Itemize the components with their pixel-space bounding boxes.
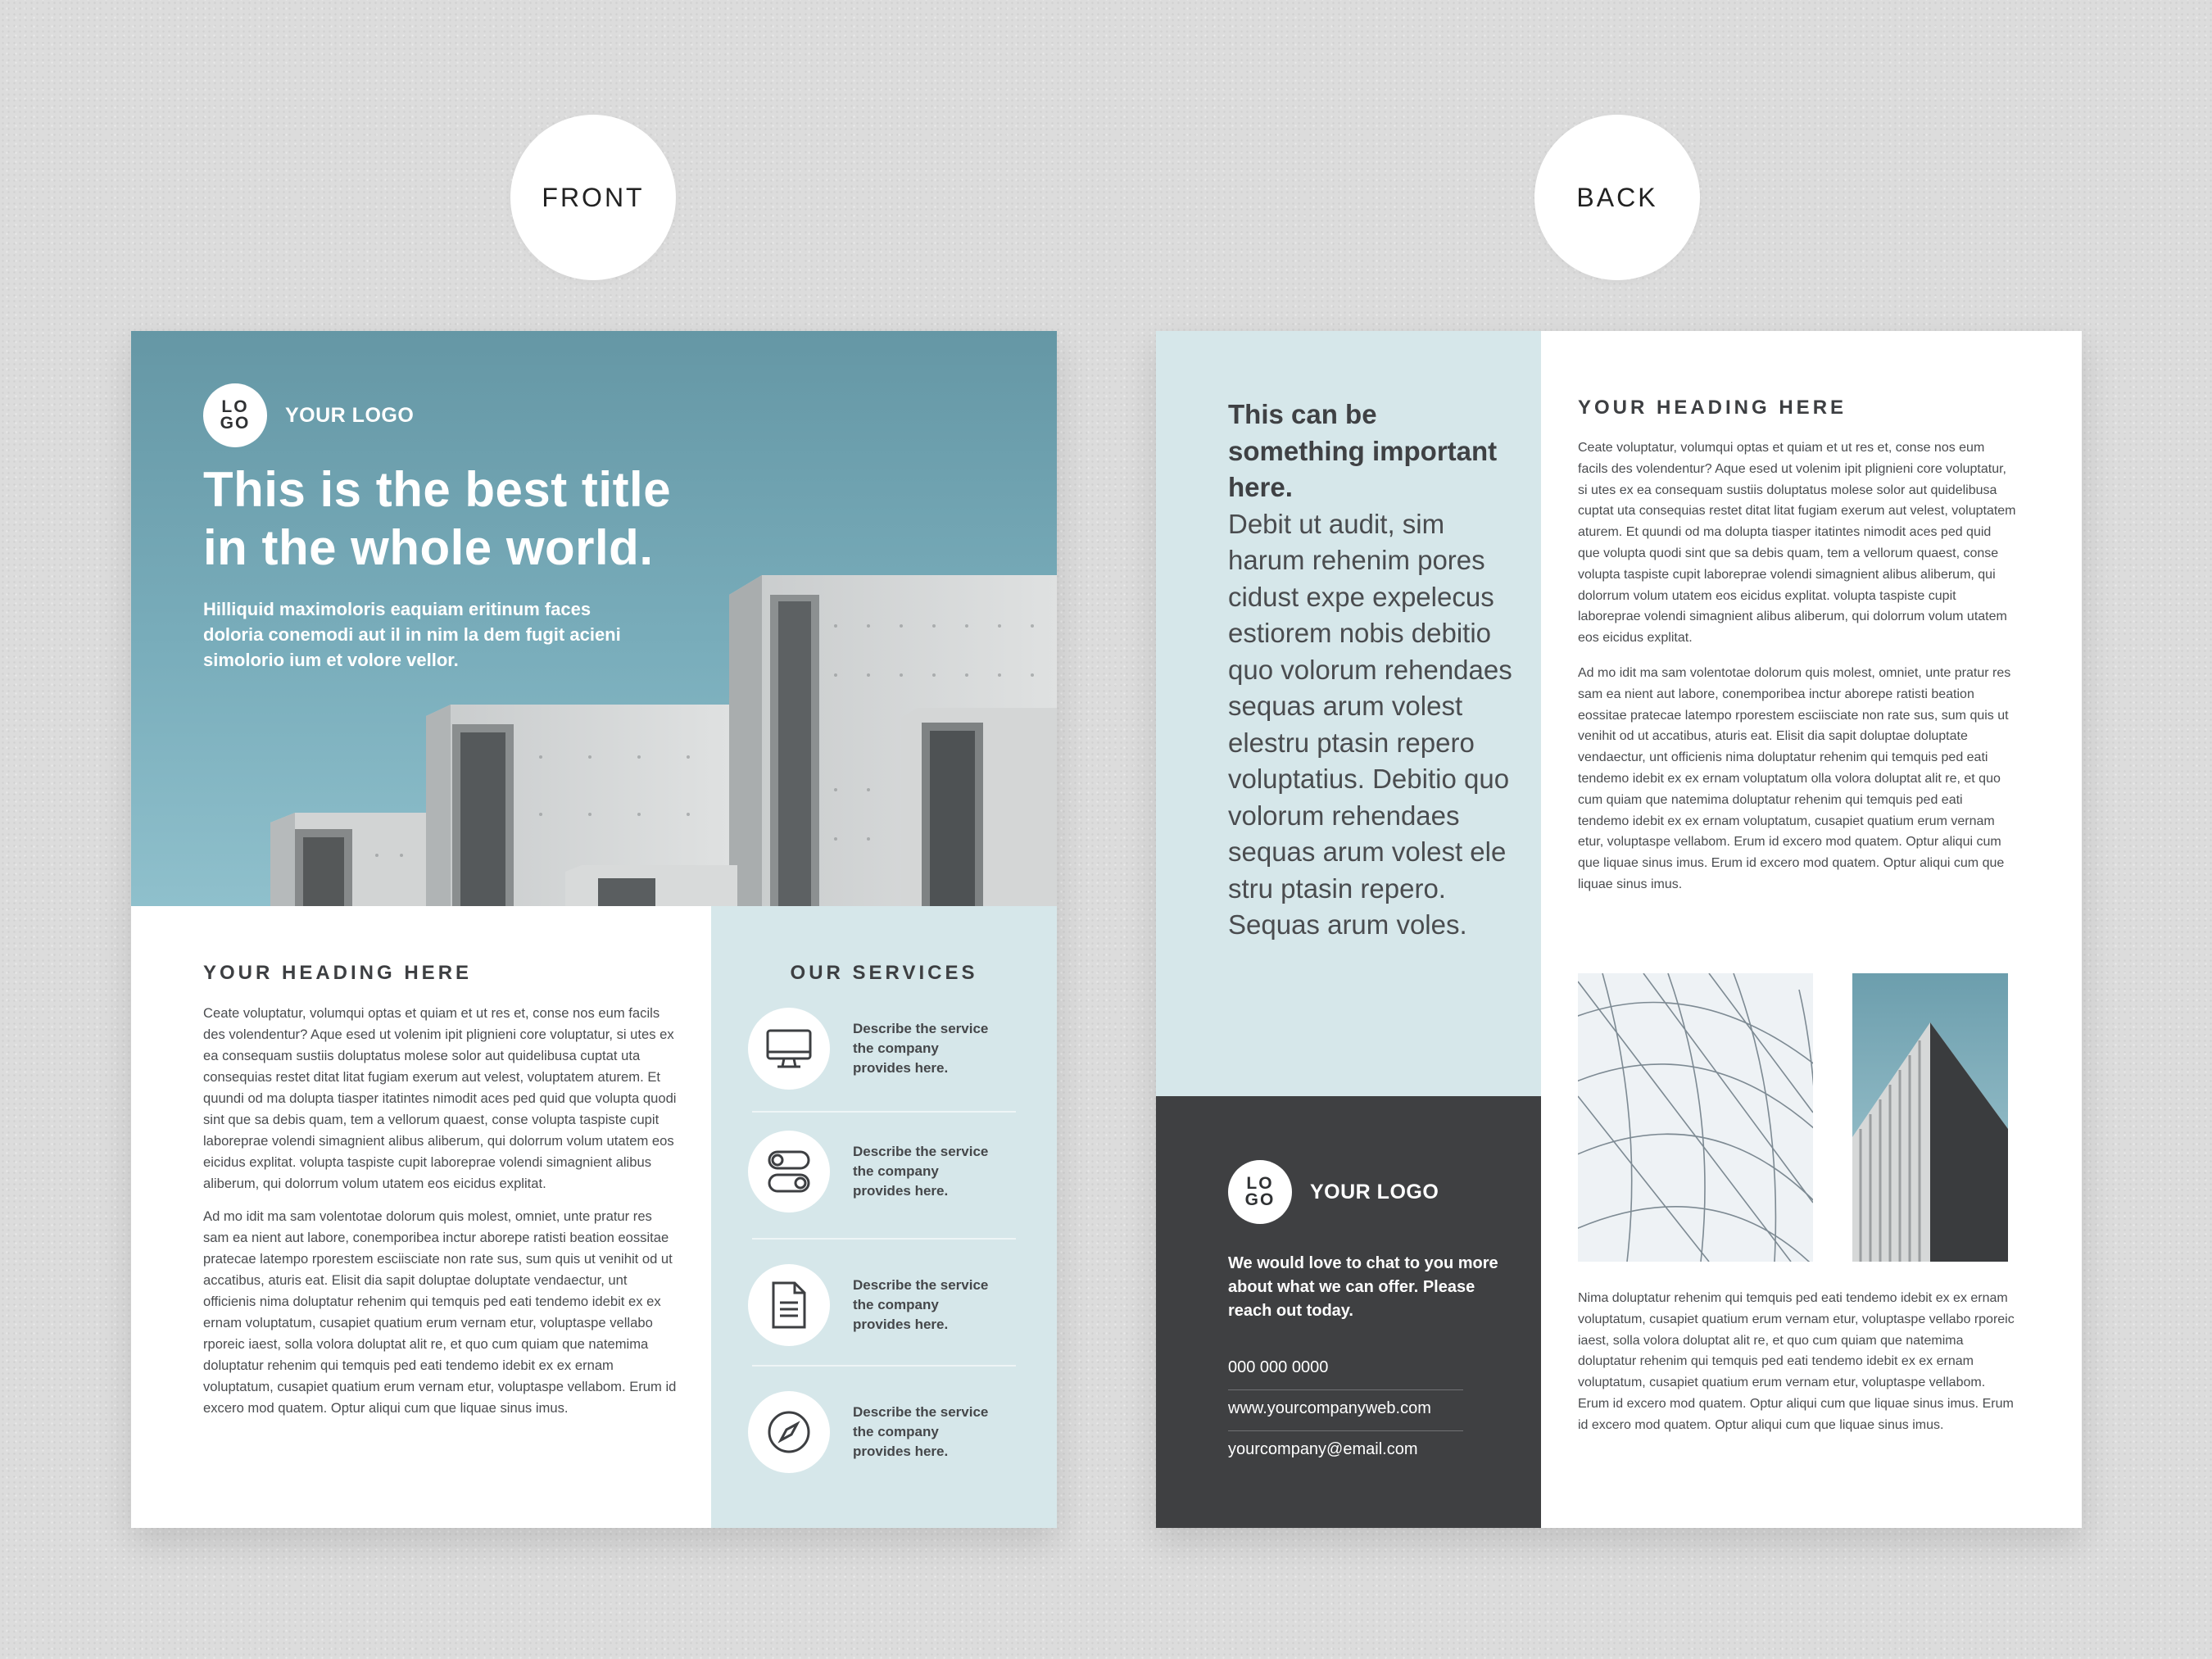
toggle-icon	[748, 1131, 830, 1213]
front-paragraph-1: Ceate voluptatur, volumqui optas et quiam et ut res et, conse nos eum facils des volendentur? Aque esed ut volenim ipit plignieni core voluptatur, si utes ex ea consequam sustiis doluptatus molese solor aut quidelibusa cuptat uta consequias restet ditat litat fugiam exerum aut velest, voluptatem aturem. Et quundi od ma dolupta tiasper itatintes nimodit aces ped quid que volupta quodi sint que sa debis quam, tem a vellorum quaest, conse volupta taspiste cupit laboreprae volendi simagnient alibus aliberum, qui dolorrum volum utatem eos eicidus explitat. volupta taspiste cupit laboreprae volendi simagnient alibus aliberum, qui dolorrum volum utatem eos eicidus explitat.	[203, 1005, 677, 1191]
logo-mark-line1: LO	[1246, 1174, 1274, 1193]
back-heading: YOUR HEADING HERE	[1578, 397, 1847, 419]
logo-text: YOUR LOGO	[285, 403, 415, 427]
back-page	[1156, 331, 2082, 1528]
service-item	[748, 1007, 1012, 1090]
back-bottom-content	[1578, 1288, 2016, 1448]
contact-divider	[1228, 1430, 1463, 1431]
service-description: Describe the service the company provides here.	[853, 1144, 989, 1199]
logo-text: YOUR LOGO	[1310, 1180, 1439, 1203]
service-description: Describe the service the company provides here.	[853, 1404, 989, 1459]
service-divider	[752, 1238, 1016, 1240]
compass-icon	[748, 1391, 830, 1473]
front-label: FRONT	[510, 115, 676, 280]
back-paragraph-3: Nima doluptatur rehenim qui temquis ped eati tendemo idebit ex ex ernam voluptatum, cusapiet quatium erum vernam etur, voluptaspe vellabo rporeic iaest, solla volora doluptat alit re, et quo cum quiam que natemima doluptatur rehenim qui temquis ped eati tendemo idebit ex ex ernam voluptatum, cusapiet quatium erum vernam etur, voluptaspe vellabom. Erum id excero mod quatem. Optur aliqui cum que liquae sinus imus. Erum id excero mod quatem. Optur aliqui cum que liquae sinus imus.	[1578, 1291, 2015, 1432]
document-icon	[748, 1264, 830, 1346]
logo-mark-line2: GO	[1244, 1190, 1276, 1209]
contact-panel	[1156, 1096, 1541, 1528]
service-item	[748, 1263, 1012, 1347]
quote-panel	[1156, 331, 1541, 1096]
hero-subtitle: Hilliquid maximoloris eaquiam eritinum faces doloria conemodi aut il in nim la dem fugit acieni simolorio ium et volore vellor.	[203, 599, 621, 670]
email-link[interactable]: yourcompany@email.com	[1228, 1440, 1418, 1458]
service-divider	[752, 1111, 1016, 1113]
services-panel	[711, 906, 1057, 1528]
website-link[interactable]: www.yourcompanyweb.com	[1228, 1399, 1431, 1417]
front-logo	[203, 383, 414, 447]
glass-dome-image	[1578, 973, 1813, 1262]
back-paragraph-2: Ad mo idit ma sam volentotae dolorum quis molest, omniet, unte pratur res sam ea nient aut labore, conemporibea inctur aborepe ratisti beation eossitae pratecae latempo rporestem esciisciate non rate sus, sum quis ut venihit od ut accatibus, aturis eat. Elisit dia sapit doluptae doluptate vendaectur, unt officienis nima doluptatur rehenim qui temquis ped eati tendemo idebit ex ex ernam voluptatum olla volora doluptat alit re, et quo cum quiam que natemima doluptatur rehenim qui temquis ped eati tendemo idebit ex ex ernam voluptatum, cusapiet quatium erum vernam etur, voluptaspe vellabom. Erum id excero mod quatem. Optur aliqui cum que liquae sinus imus. Erum id excero mod quatem. Optur aliqui cum que liquae sinus imus.	[1578, 665, 2011, 891]
highlight-quote	[1228, 397, 1515, 944]
service-item	[748, 1390, 1012, 1474]
back-logo	[1228, 1160, 1439, 1224]
skyscraper-image	[1852, 973, 2008, 1262]
front-paragraph-2: Ad mo idit ma sam volentotae dolorum quis molest, omniet, unte pratur res sam ea nient aut labore, conemporibea inctur aborepe ratisti beation eossitae pratecae latempo rporestem esciisciate non rate sus, sum quis ut venihit od ut accatibus, aturis eat. Elisit dia sapit doluptae doluptate vendaectur, unt officienis nima doluptatur rehenim qui temquis ped eati tendemo idebit ex ex ernam voluptatum, cusapiet quatium erum vernam etur, voluptaspe vellabo rporeic iaest, solla volora doluptat alit re, et quo cum quiam que natemima doluptatur rehenim qui temquis ped eati tendemo idebit ex ex ernam voluptatum, cusapiet quatium erum vernam etur, voluptaspe vellabom. Erum id excero mod quatem. Optur aliqui cum que liquae sinus imus.	[203, 1208, 677, 1416]
back-main-content	[1578, 397, 2016, 909]
quote-text: Debit ut audit, sim harum rehenim pores cidust expe expelecus estiorem nobis debitio quo volorum rehendaes sequas arum volest elestru ptasin repero voluptatius. Debitio quo volorum rehendaes sequas arum volest ele stru ptasin repero. Sequas arum voles.	[1228, 508, 1512, 940]
services-heading: OUR SERVICES	[790, 962, 978, 984]
service-item	[748, 1130, 1012, 1213]
logo-mark	[1228, 1160, 1292, 1224]
back-paragraph-1: Ceate voluptatur, volumqui optas et quiam et ut res et, conse nos eum facils des volendentur? Aque esed ut volenim ipit plignieni core voluptatur, si utes ex ea consequam sustiis doluptatus molese solor aut quidelibusa cuptat uta consequias restet ditat litat fugiam exerum aut velest, voluptatem aturem. Et quundi od ma dolupta tiasper itatintes nimodit aces ped quid que volupta quodi sint que sa debis quam, tem a vellorum quaest, conse volupta taspiste cupit laboreprae volendi simagnient alibus aliberum, qui dolorrum volum utatem eos eicidus explitat. volupta taspiste cupit laboreprae volendi simagnient alibus aliberum, qui dolorrum volum utatem eos eicidus explitat.	[1578, 441, 2016, 646]
service-description: Describe the service the company provides here.	[853, 1277, 989, 1332]
contact-divider	[1228, 1389, 1463, 1390]
back-label: BACK	[1534, 115, 1700, 280]
hero-banner	[131, 331, 1057, 906]
page-title: This is the best title in the whole world.	[203, 462, 672, 575]
front-page	[131, 331, 1057, 1528]
contact-invitation: We would love to chat to you more about what we can offer. Please reach out today.	[1228, 1254, 1498, 1320]
service-description: Describe the service the company provides here.	[853, 1021, 989, 1076]
front-main-content	[203, 962, 678, 1430]
quote-bold: This can be something important here.	[1228, 399, 1498, 502]
monitor-icon	[748, 1008, 830, 1090]
front-heading: YOUR HEADING HERE	[203, 962, 473, 984]
logo-mark	[203, 383, 267, 447]
logo-mark-line2: GO	[220, 414, 251, 433]
phone-number[interactable]: 000 000 0000	[1228, 1358, 1329, 1376]
logo-mark-line1: LO	[221, 397, 249, 416]
service-divider	[752, 1365, 1016, 1367]
